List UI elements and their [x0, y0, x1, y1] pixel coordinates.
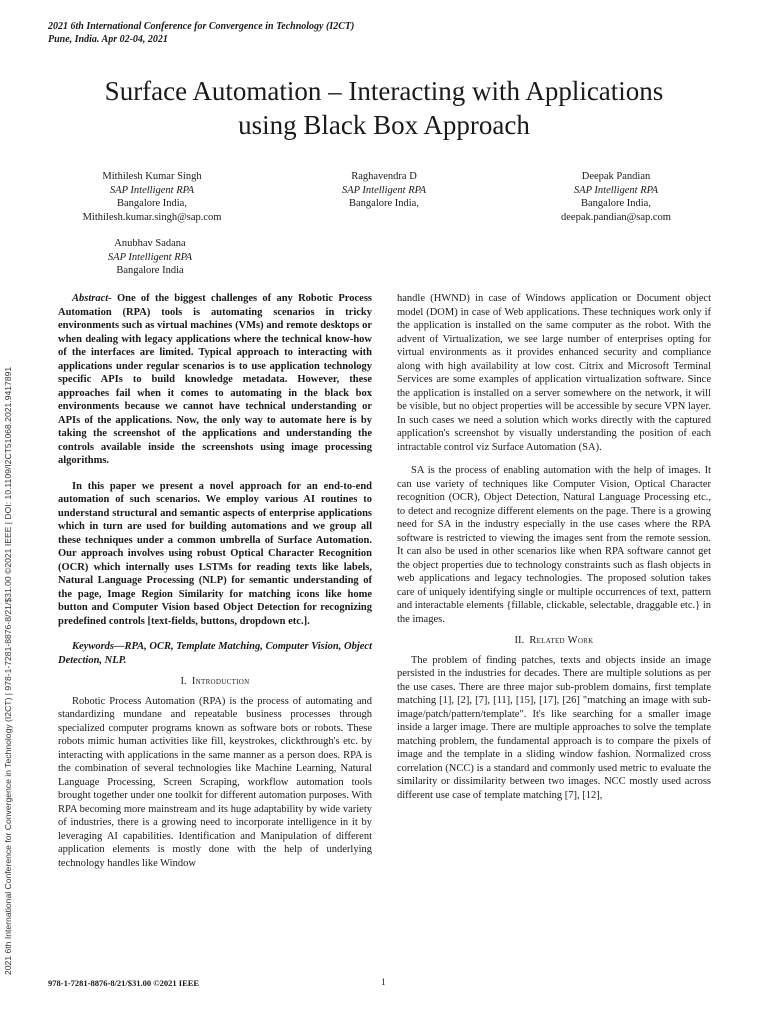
author-city: Bangalore India,	[349, 198, 419, 209]
sa-paragraph: SA is the process of enabling automation with the help of images. It can use variety of techniques like Computer Vision, Optical Character recognition (OCR), Object Detection, Natural Language Processing etc., to detect and recognize different elements on the page. There is a growing need for SA in the industry especially in the use cases where the RPA software is restricted to viewing the images sent from the remote session. It can also be used in other scenarios like when RPA software cannot get the object properties due to technology constraints such as flash objects in web applications and legacy technologies. The proposed solution takes care of uniquely identifying single or multiple occurrences of text, pattern and interactable elements {fillable, clickable, selectable, draggable etc.} in the images.	[397, 465, 711, 625]
author-affiliation: SAP Intelligent RPA	[341, 184, 427, 196]
author-name: Raghavendra D	[351, 171, 417, 182]
intro-continued-paragraph: handle (HWND) in case of Windows application or Document object model (DOM) in case of Web applications. These techniques work only if the application is installed on the same computer as the robot. With the advent of Virtualization, we see large number of enterprises opting for virtual environments as it provides enhanced security and compliance along with high availability at low cost. Citrix and Microsoft Terminal Services are some examples of application virtualization software. Since the application is installed on a server somewhere on the network, it will be visible, but no object properties will be accessible by secure VPN layer. In such cases we need a solution which works directly with the captured application's screenshot by visually understanding the position of each intractable control viz Surface Automation (SA).	[397, 293, 711, 453]
abstract-text: One of the biggest challenges of any Robotic Process Automation (RPA) tools is automating scenarios in tricky environments such as virtual machines (VMs) and remote desktops or when dealing with legacy applications where the technical know-how of the interfaces are limited. Typical approach to interacting with applications under regular scenarios is to use application technology specific APIs to build knowledge metadata. However, these approaches fail when it comes to automating in the black box environments because we cannot have technical understanding or APIs of the applications. Now, the only way to automate here is by taking the screenshot of the applications and understanding the controls available inside the screenshots using image processing algorithms.	[58, 293, 373, 466]
author-name: Mithilesh Kumar Singh	[102, 171, 202, 182]
author-email[interactable]: deepak.pandian@sap.com	[561, 211, 671, 223]
section-title: Introduction	[191, 676, 250, 687]
author-name: Anubhav Sadana	[114, 238, 186, 249]
right-column	[397, 292, 711, 808]
keywords: Keywords—RPA, OCR, Template Matching, Computer Vision, Object Detection, NLP.	[58, 641, 372, 666]
author-city: Bangalore India,	[581, 198, 651, 209]
page-number: 1	[381, 978, 386, 988]
section-title: Related Work	[529, 635, 594, 646]
abstract-paragraph	[58, 292, 372, 468]
author-affiliation: SAP Intelligent RPA	[107, 251, 193, 263]
related-work-paragraph: The problem of finding patches, texts and objects inside an image persisted in the industries for decades. There are multiple solutions as per the use cases. There are three major sub-problem domains, first template matching [1], [2], [7], [11], [15], [17], [26] "matching an image with sub-image/patch/pattern/template". It's like searching for a smaller image inside a larger image. There are multiple approaches to solve the template matching problem, the fundamental approach is to compare the pixels of image and the template in a sliding window fashion. Normalized cross correlation (NCC) is a standard and commonly used metric to evaluate the similarity or dissimilarity between two images. NCC mostly used across different use case of template matching [7], [12],	[397, 654, 711, 801]
author-block	[60, 237, 240, 278]
conference-location: Pune, India. Apr 02-04, 2021	[48, 34, 168, 45]
section-number: I.	[180, 676, 187, 687]
author-city: Bangalore India,	[117, 198, 187, 209]
author-block	[294, 170, 474, 211]
author-affiliation: SAP Intelligent RPA	[573, 184, 659, 196]
title-line-1: Surface Automation – Interacting with Applications	[104, 76, 664, 106]
abstract-paragraph-2: In this paper we present a novel approach for an end-to-end automation of such scenarios. We employ various AI routines to understand structural and semantic aspects of enterprise applications which in turn are used for building automations and we group all these techniques under a common umbrella of Surface Automation. Our approach involves using robust Optical Character Recognition (OCR) which internally uses LSTMs for reading texts like labels, Natural Language Processing (NLP) for semantic understanding of the page, Image Region Similarity for matching icons like home button and Computer Vision based Object Detection for recognizing predefined controls [text-fields, buttons, dropdown etc.].	[58, 480, 372, 627]
footer-copyright: 978-1-7281-8876-8/21/$31.00 ©2021 IEEE	[48, 978, 200, 988]
intro-paragraph: Robotic Process Automation (RPA) is the process of automating and standardizing mundane and repeatable business processes through specialized computer programs known as software bots or robots. These robots mimic human activities like fill, keystrokes, clickthrough's etc. by interacting with applications in the same manner as a person does. RPA is the combination of several technologies like Machine Learning, Natural Language Processing, Screen Scraping, workflow automation tools brought together under one toolkit for different automation purposes. With RPA becoming more mainstream and its huge adaptability by wide variety of industries, there is a growing need to incorporate intelligence in it by leveraging AI capabilities. Identification and Manipulation of different application elements is mostly done with the help of underlying technology handles like Window	[58, 695, 372, 869]
author-block	[62, 170, 242, 224]
conference-name: 2021 6th International Conference for Convergence in Technology (I2CT)	[48, 21, 355, 32]
section-heading-related-work	[397, 634, 711, 648]
title-line-2: using Black Box Approach	[238, 110, 530, 140]
conference-header	[48, 20, 354, 46]
doi-sidebar: 2021 6th International Conference for Convergence in Technology (I2CT) | 978-1-7281-8876-8/21/$31.00 ©2021 IEEE | DOI: 10.1109/I2CT51068.2021.9417891	[3, 366, 13, 975]
section-heading-introduction	[58, 675, 372, 689]
author-city: Bangalore India	[116, 265, 184, 276]
author-block	[526, 170, 706, 224]
author-affiliation: SAP Intelligent RPA	[109, 184, 195, 196]
author-name: Deepak Pandian	[581, 171, 651, 182]
section-number: II.	[514, 635, 525, 646]
paper-title	[40, 74, 728, 142]
left-column	[58, 292, 372, 876]
author-email[interactable]: Mithilesh.kumar.singh@sap.com	[82, 211, 222, 223]
abstract-label: Abstract-	[72, 293, 112, 304]
